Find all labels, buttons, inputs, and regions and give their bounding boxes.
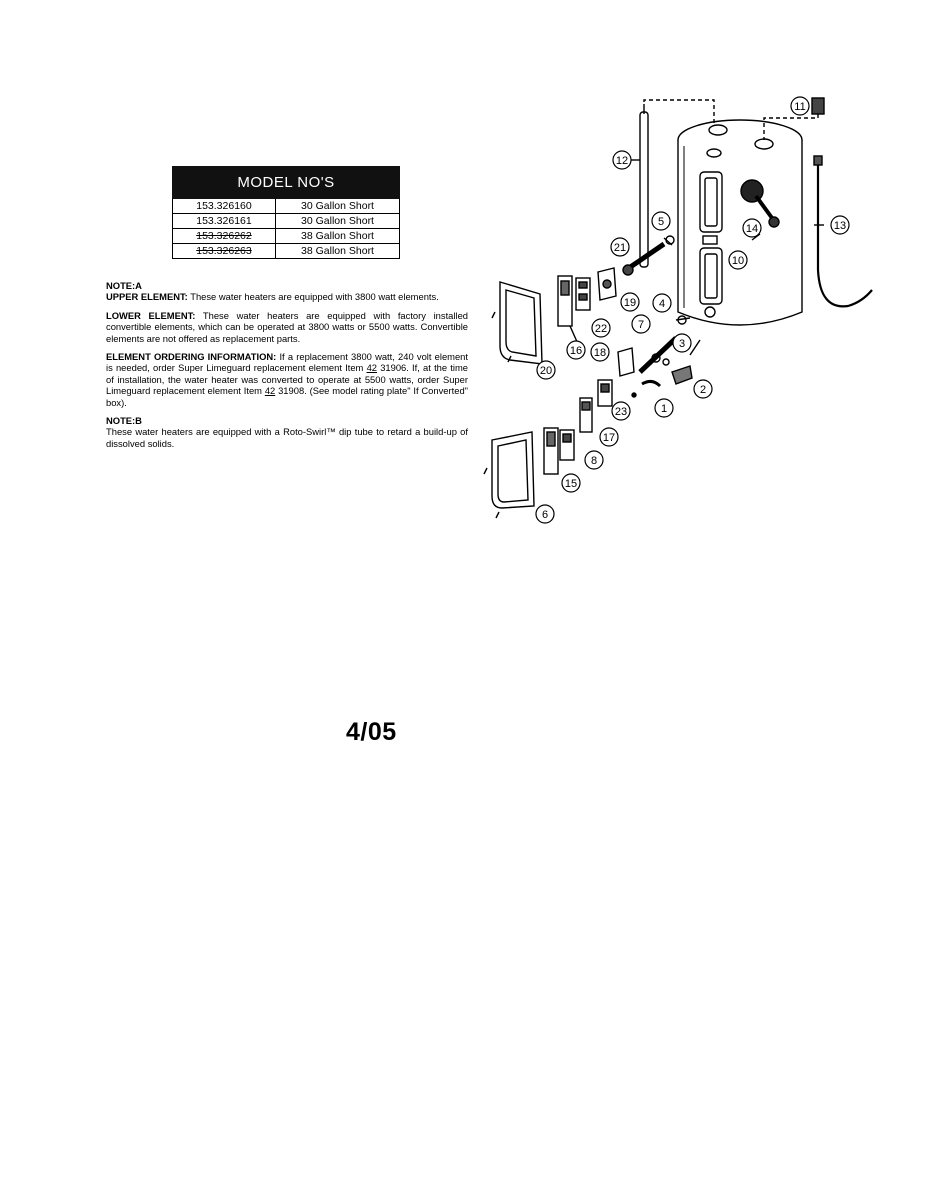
svg-text:3: 3 [678,338,686,350]
callout-21 [611,238,629,256]
svg-text:14: 14 [745,223,759,235]
table-row [173,199,400,214]
callout-19 [621,293,639,311]
svg-text:13: 13 [833,220,847,232]
svg-text:5: 5 [657,216,665,228]
notes-block [106,280,468,456]
callout-15 [562,474,580,492]
upper-element-note [106,291,468,302]
item-number-2: 42 [264,385,276,397]
ordering-text-2: 31906. If, at the time of installation, the water heater was converted to operate at 5500 watts, order Super Limeguard replacement element Item [106,362,469,397]
callout-6 [536,505,554,523]
svg-text:21: 21 [613,242,627,254]
ordering-text-3: 31908. (See model rating plate" If Converted" box). [106,385,468,408]
callout-12 [613,151,631,169]
svg-text:18: 18 [593,347,607,359]
callout-1 [655,399,673,417]
lower-element-text: These water heaters are equipped with factory installed convertible elements, which can be operated at 3800 watts or 5500 watts. Convertible elements are not offered as replacement parts. [106,309,468,344]
upper-element-label: UPPER ELEMENT: [106,291,188,303]
svg-text:4: 4 [658,298,666,310]
svg-text:22: 22 [594,323,608,335]
callout-14 [743,219,761,237]
callout-8 [585,451,603,469]
item-number-1: 42 [366,362,377,374]
ordering-text-1: If a replacement 3800 watt, 240 volt element is needed, order Super Limeguard replacement element Item [106,351,469,374]
svg-text:11: 11 [794,101,806,113]
table-row [173,229,400,244]
note-b-text: These water heaters are equipped with a Roto-Swirl™ dip tube to retard a build-up of dissolved solids. [106,426,468,449]
model-table [172,166,400,259]
table-row [173,214,400,229]
callout-22 [592,319,610,337]
model-description: 30 Gallon Short [276,199,400,214]
lower-element-label: LOWER ELEMENT: [106,309,196,321]
callout-18 [591,343,609,361]
svg-text:15: 15 [564,478,578,490]
callout-3 [673,334,691,352]
model-table-header: MODEL NO'S [173,167,400,199]
svg-text:6: 6 [541,509,549,521]
svg-text:23: 23 [614,406,628,418]
svg-text:20: 20 [539,365,553,377]
dip-tube [640,104,648,267]
callout-10 [729,251,747,269]
svg-text:8: 8 [590,455,598,467]
svg-text:17: 17 [602,432,616,444]
svg-text:19: 19 [623,297,637,309]
model-description: 30 Gallon Short [276,214,400,229]
callout-2 [694,380,712,398]
callout-4 [653,294,671,312]
svg-text:16: 16 [569,345,583,357]
model-description: 38 Gallon Short [276,229,400,244]
svg-text:7: 7 [637,319,645,331]
revision-date: 4/05 [346,718,397,746]
callout-13 [831,216,849,234]
svg-text:2: 2 [699,384,707,396]
svg-text:12: 12 [615,155,629,167]
note-b-title: NOTE:B [106,415,142,427]
lower-element-note [106,310,468,344]
callout-16 [567,341,585,359]
model-description: 38 Gallon Short [276,244,400,259]
table-row [173,244,400,259]
callout-17 [600,428,618,446]
callout-11 [791,97,809,115]
model-number: 153.326161 [173,214,276,229]
callout-23 [612,402,630,420]
callout-5 [652,212,670,230]
svg-text:1: 1 [660,403,668,415]
callout-7 [632,315,650,333]
water-heater-tank [678,120,802,325]
callout-20 [537,361,555,379]
svg-text:10: 10 [731,255,745,267]
struck-model-number: 153.326262 [196,229,252,242]
note-a-title: NOTE:A [106,280,142,291]
exploded-parts-diagram [470,80,925,540]
model-number [173,229,276,244]
struck-model-number: 153.326263 [196,244,252,257]
model-number: 153.326160 [173,199,276,214]
model-number [173,244,276,259]
upper-element-text: These water heaters are equipped with 3800 watt elements. [187,291,439,303]
ordering-note [106,351,468,408]
ordering-label: ELEMENT ORDERING INFORMATION: [106,351,277,363]
